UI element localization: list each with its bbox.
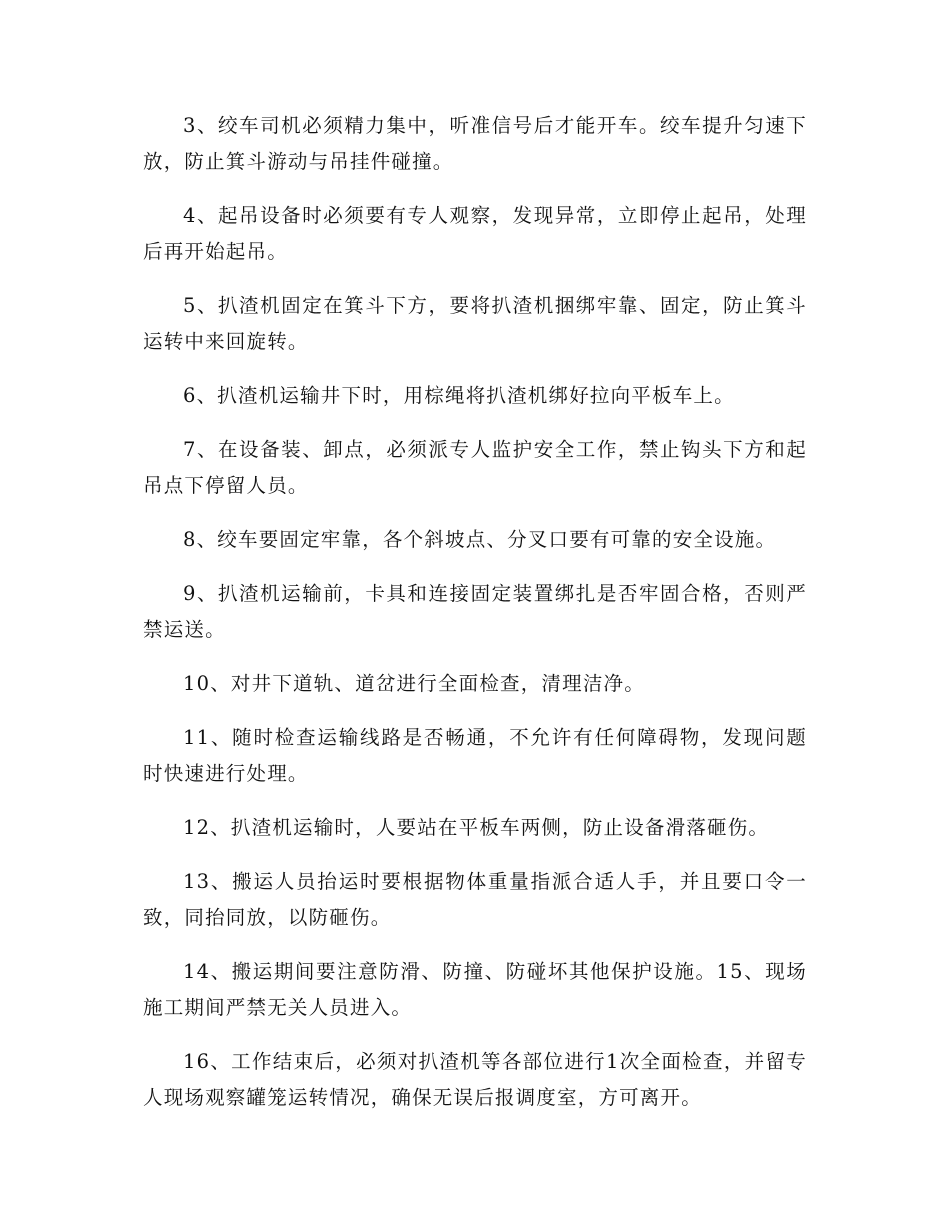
paragraph-item-6: 6、扒渣机运输井下时，用棕绳将扒渣机绑好拉向平板车上。 <box>183 384 735 407</box>
paragraph-item-11: 11、随时检查运输线路是否畅通，不允许有任何障碍物，发现问题时快速进行处理。 <box>143 726 807 785</box>
paragraph-item-8: 8、绞车要固定牢靠，各个斜坡点、分叉口要有可靠的安全设施。 <box>183 528 777 551</box>
paragraph-item-14: 14、搬运期间要注意防滑、防撞、防碰坏其他保护设施。15、现场施工期间严禁无关人员进入。 <box>143 960 807 1019</box>
paragraph-item-5: 5、扒渣机固定在箕斗下方，要将扒渣机捆绑牢靠、固定，防止箕斗运转中来回旋转。 <box>143 294 807 353</box>
paragraph-item-12: 12、扒渣机运输时，人要站在平板车两侧，防止设备滑落砸伤。 <box>183 816 770 839</box>
paragraph-item-4: 4、起吊设备时必须要有专人观察，发现异常，立即停止起吊，处理后再开始起吊。 <box>143 204 807 263</box>
paragraph-item-9: 9、扒渣机运输前，卡具和连接固定装置绑扎是否牢固合格，否则严禁运送。 <box>143 582 807 641</box>
paragraph-item-16: 16、工作结束后，必须对扒渣机等各部位进行1次全面检查，并留专人现场观察罐笼运转情况，确保无误后报调度室，方可离开。 <box>143 1050 807 1109</box>
paragraph-item-13: 13、搬运人员抬运时要根据物体重量指派合适人手，并且要口令一致，同抬同放，以防砸伤。 <box>143 870 807 929</box>
paragraph-item-7: 7、在设备装、卸点，必须派专人监护安全工作，禁止钩头下方和起吊点下停留人员。 <box>143 438 807 497</box>
document-body <box>143 108 807 1134</box>
paragraph-item-3: 3、绞车司机必须精力集中，听准信号后才能开车。绞车提升匀速下放，防止箕斗游动与吊挂件碰撞。 <box>143 114 807 173</box>
paragraph-item-10: 10、对井下道轨、道岔进行全面检查，清理洁净。 <box>183 672 645 695</box>
